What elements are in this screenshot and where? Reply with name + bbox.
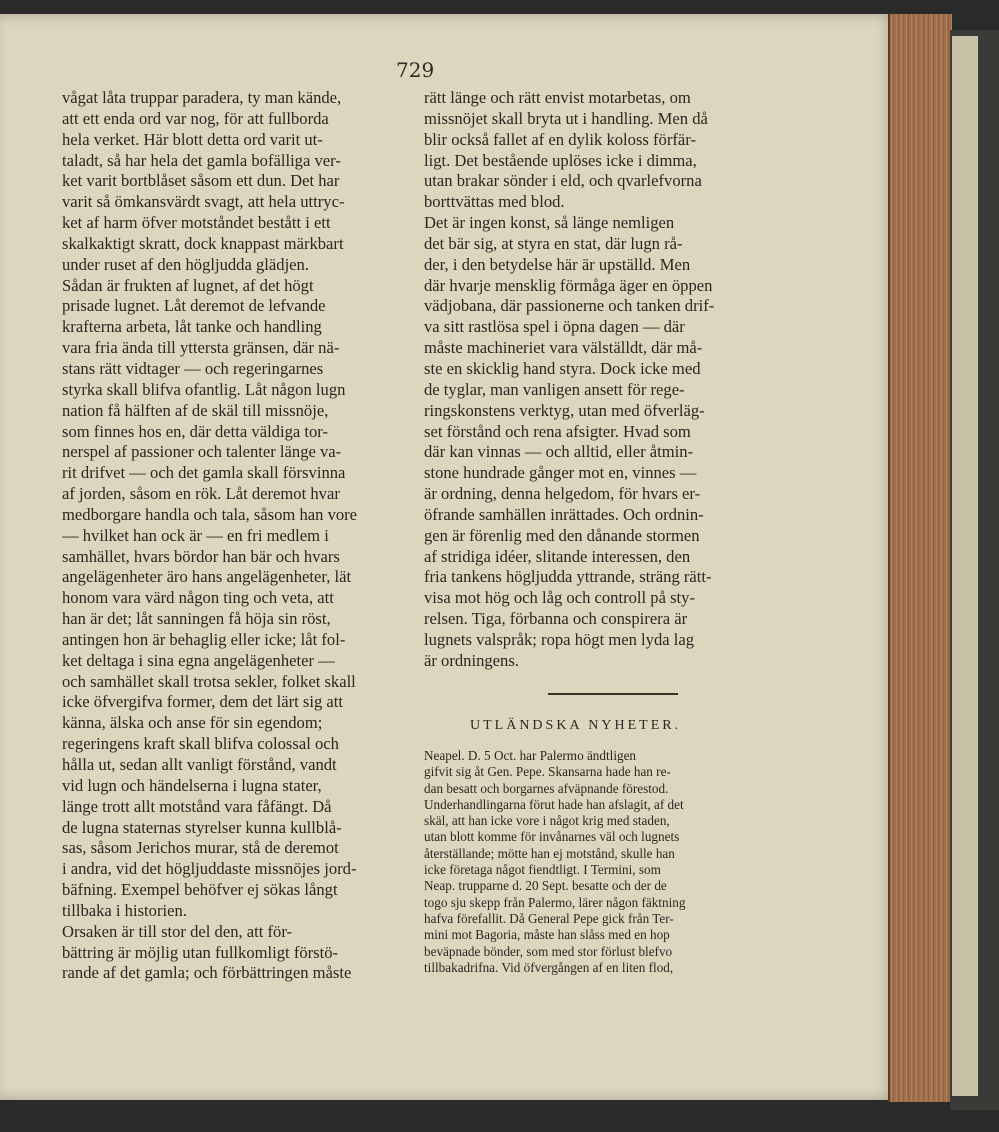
book-cover-edge <box>952 36 978 1096</box>
text-line: och samhället skall trotsa sekler, folket skall <box>62 671 356 691</box>
text-line: ringskonstens verktyg, utan med öfverläg- <box>424 400 705 420</box>
text-line: krafterna arbeta, låt tanke och handling <box>62 317 322 337</box>
text-line: under ruset af den högljudda glädjen. <box>62 254 309 274</box>
text-line: ket deltaga i sina egna angelägenheter — <box>62 650 335 670</box>
text-line: Underhandlingarna förut hade han afslagit, af det <box>424 796 684 812</box>
text-line: är ordning, denna helgedom, för hvars er- <box>424 484 701 504</box>
text-line: gen är förenlig med den dånande stormen <box>424 525 700 545</box>
text-line: bäfning. Exempel behöfver ej sökas långt <box>62 880 338 900</box>
text-line: ligt. Det bestående uplöses icke i dimma, <box>424 150 697 170</box>
text-line: rätt länge och rätt envist motarbetas, om <box>424 88 691 107</box>
text-line: vågat låta truppar paradera, ty man kände, <box>62 88 342 107</box>
text-line: länge trott allt motstånd vara fåfängt. Då <box>62 796 332 816</box>
text-line: hafva förefallit. Då General Pepe gick från Ter- <box>424 910 674 926</box>
text-line: där hvarje mensklig förmåga äger en öppen <box>424 275 713 295</box>
text-line: varit så ömkansvärdt svagt, att hela uttryc- <box>62 192 345 212</box>
text-line: Neapel. D. 5 Oct. har Palermo ändtligen <box>424 748 637 763</box>
text-line: nation få hälften af de skäl till missnöje, <box>62 400 329 420</box>
text-line: antingen hon är behaglig eller icke; låt fol- <box>62 629 346 649</box>
text-line: att ett enda ord var nog, för att fullborda <box>62 108 329 128</box>
text-line: han är det; låt sanningen få höja sin röst, <box>62 609 331 629</box>
text-line: hålla ut, sedan allt vanligt förstånd, vandt <box>62 755 337 774</box>
text-line: gifvit sig åt Gen. Pepe. Skansarna hade han re- <box>424 764 671 780</box>
text-line: som finnes hos en, där detta väldiga tor- <box>62 421 329 441</box>
section-divider <box>548 693 678 695</box>
news-column <box>424 748 809 976</box>
text-line: Orsaken är till stor del den, att för- <box>62 921 293 941</box>
text-line: ket varit bortblåset såsom ett dun. Det har <box>62 171 340 191</box>
text-line: honom vara värd någon ting och veta, att <box>62 588 334 608</box>
text-line: de lugna staternas styrelser kunna kullblå- <box>62 817 342 837</box>
text-line: Neap. trupparne d. 20 Sept. besatte och der de <box>424 878 667 894</box>
text-line: der, i den betydelse här är upställd. Men <box>424 254 691 274</box>
text-line: beväpnade bönder, som med stor förlust blefvo <box>424 943 673 959</box>
text-line: af stridiga idéer, slitande interessen, den <box>424 546 691 566</box>
text-line: taladt, så har hela det gamla bofälliga ver- <box>62 150 341 170</box>
text-line: stone hundrade gånger mot en, vinnes — <box>424 463 697 483</box>
text-line: medborgare handla och tala, såsom han vore <box>62 504 358 524</box>
text-line: dan besatt och borgarnes afväpnande förestod. <box>424 780 669 796</box>
text-line: återställande; mötte han ej motstånd, skulle han <box>424 845 675 861</box>
text-line: tillbaka i historien. <box>62 900 187 920</box>
text-line: relsen. Tiga, förbanna och conspirera är <box>424 609 688 629</box>
text-line: nerspel af passioner och talenter länge va- <box>62 442 342 462</box>
text-line: visa mot hög och låg och controll på sty- <box>424 588 695 608</box>
text-line: bättring är möjlig utan fullkomligt förstö- <box>62 942 339 962</box>
text-line: icke företaga något fiendtligt. I Termini, som <box>424 862 661 878</box>
text-line: styrka skall blifva ofantlig. Låt någon lugn <box>62 379 346 399</box>
text-line: det bär sig, at styra en stat, där lugn rå- <box>424 233 683 253</box>
text-line: stans rätt vidtager — och regeringarnes <box>62 358 324 378</box>
text-line: utan brakar sönder i eld, och qvarlefvorna <box>424 171 702 191</box>
text-line: utan blott komme för invånarnes väl och lugnets <box>424 829 680 845</box>
text-line: Sådan är frukten af lugnet, af det högt <box>62 275 314 295</box>
text-line: där kan vinnas — och alltid, eller åtmin- <box>424 442 694 462</box>
text-line: öfrande samhällen inrättades. Och ordnin- <box>424 504 704 524</box>
text-line: borttvättas med blod. <box>424 192 565 212</box>
page-number: 729 <box>396 58 435 82</box>
text-line: fria tankens högljudda yttrande, sträng rätt- <box>424 567 712 587</box>
text-line: angelägenheter äro hans angelägenheter, lät <box>62 567 352 587</box>
text-line: af jorden, såsom en rök. Låt deremot hvar <box>62 484 340 504</box>
text-line: tillbakadrifna. Vid öfvergången af en liten flod, <box>424 959 674 975</box>
text-line: set förstånd och rena afsigter. Hvad som <box>424 421 691 441</box>
text-line: vädjobana, där passionerne och tanken drif- <box>424 296 715 316</box>
text-line: mini mot Bagoria, måste han slåss med en hop <box>424 927 670 943</box>
text-line: måste machineriet vara välställdt, där må- <box>424 338 703 358</box>
page-edges <box>888 14 952 1102</box>
text-line: missnöjet skall bryta ut i handling. Men då <box>424 108 708 128</box>
text-line: prisade lugnet. Låt deremot de lefvande <box>62 296 326 316</box>
text-line: icke öfvergifva former, dem det lärt sig att <box>62 692 344 712</box>
text-line: känna, älska och anse för sin egendom; <box>62 713 323 733</box>
text-line: skäl, att han icke vore i något krig med staden, <box>424 813 670 829</box>
text-line: ket af harm öfver motståndet bestått i ett <box>62 213 331 233</box>
text-line: lugnets valspråk; ropa högt men lyda lag <box>424 629 695 649</box>
text-line: vid lugn och händelserna i lugna stater, <box>62 775 322 795</box>
text-line: vara fria ända till yttersta gränsen, där nä- <box>62 338 340 358</box>
text-line: skalkaktigt skratt, dock knappast märkbart <box>62 233 344 253</box>
text-line: i andra, vid det högljuddaste missnöjes jord- <box>62 859 357 879</box>
text-line: regeringens kraft skall blifva colossal och <box>62 734 339 754</box>
text-line: — hvilket han ock är — en fri medlem i <box>62 525 329 545</box>
text-line: är ordningens. <box>424 650 519 670</box>
text-line: togo sju skepp från Palermo, lärer någon fäktning <box>424 894 686 910</box>
text-line: de tyglar, man vanligen ansett för rege- <box>424 379 685 399</box>
text-line: ste en skicklig hand styra. Dock icke med <box>424 358 701 378</box>
text-line: sas, såsom Jerichos murar, stå de deremot <box>62 838 339 858</box>
text-line: rande af det gamla; och förbättringen måste <box>62 963 352 983</box>
text-line: samhället, hvars bördor han bär och hvars <box>62 546 340 566</box>
left-text-column <box>62 88 415 984</box>
right-text-column <box>424 88 806 672</box>
text-line: va sitt rastlösa spel i öpna dagen — där <box>424 317 685 337</box>
text-line: blir också fallet af en dylik koloss förfär- <box>424 129 696 149</box>
text-line: Det är ingen konst, så länge nemligen <box>424 213 675 233</box>
text-line: rit drifvet — och det gamla skall försvinna <box>62 463 346 483</box>
text-line: hela verket. Här blott detta ord varit ut- <box>62 129 323 149</box>
section-heading: UTLÄNDSKA NYHETER. <box>470 718 682 733</box>
